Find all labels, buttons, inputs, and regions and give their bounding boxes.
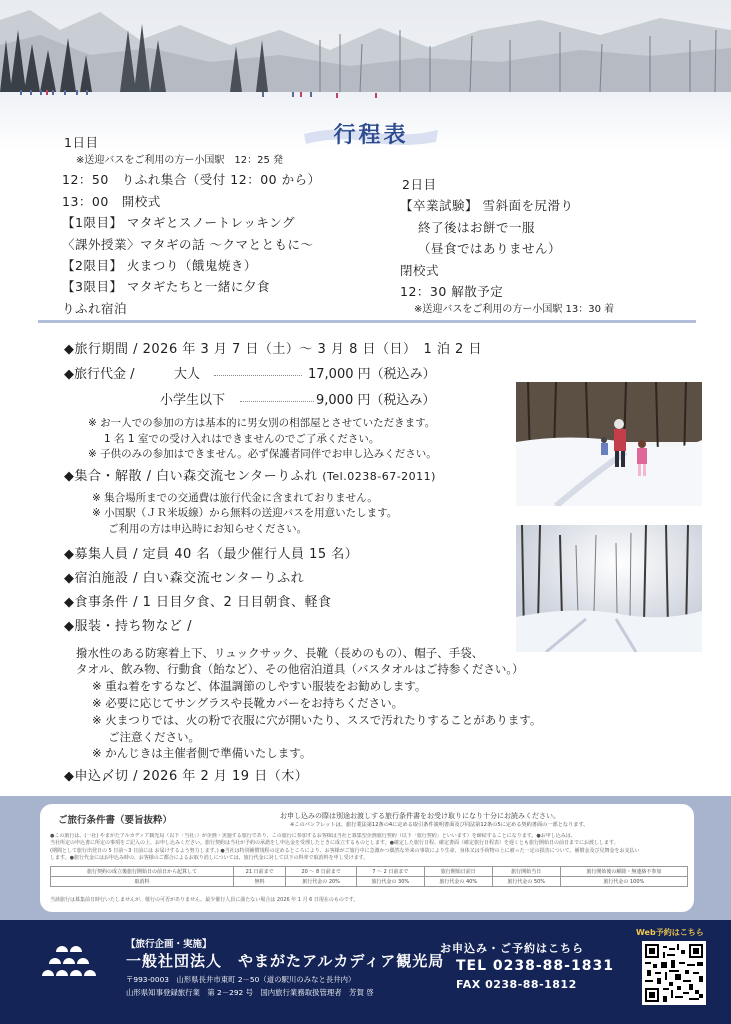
gear-note: ※ 重ね着をするなど、体温調節のしやすい服装をお勧めします。 <box>92 679 427 694</box>
organization-logo <box>38 942 108 992</box>
page-title: 行程表 <box>333 123 409 148</box>
qr-code-icon[interactable] <box>642 941 706 1005</box>
organizer-address: 〒993-0003 山形県長井市東町 2－50（道の駅川のみなと長井内） <box>126 975 356 984</box>
terms-body-line: 当社所定の申込書に所定の事項をご記入の上、お申し込みください。旅行契約は当社が予約の承諾をし申込金を受理したときに成立するものとします。●確定した旅行日程、確定書面（確定旅行日程表）を遅くとも旅行開始日の前日までにお渡しします。 <box>50 840 619 847</box>
day2-bus-note: ※送迎バスをご利用の方ー小国駅 13：30 着 <box>414 304 615 316</box>
table-cell: 取消料 <box>51 877 234 887</box>
trip-info <box>64 338 542 789</box>
day1-item: 〈課外授業〉マタギの話 ～クマとともに～ <box>62 236 314 252</box>
table-cell: 旅行代金の 50% <box>492 877 560 887</box>
table-header-cell: 20 ～ 8 日前まで <box>286 867 356 877</box>
meeting-note: ご利用の方は申込時にお知らせください。 <box>108 522 308 535</box>
table-cell: 旅行代金の 100% <box>560 877 687 887</box>
meeting-note: ※ 集合場所までの交通費は旅行代金に含まれておりません。 <box>92 491 378 504</box>
dotted-leader <box>240 401 314 402</box>
footer <box>0 920 731 1024</box>
table-header-cell: 21 日前まで <box>233 867 285 877</box>
lodging: ◆宿泊施設 / 白い森交流センターりふれ <box>64 570 305 586</box>
terms-body <box>50 833 686 862</box>
section-divider <box>38 320 696 323</box>
meeting-place-label: ◆集合・解散 / 白い森交流センターりふれ <box>64 468 318 484</box>
deadline: ◆申込〆切 / 2026 年 2 月 19 日（木） <box>64 769 309 785</box>
day1-schedule <box>62 132 392 319</box>
table-cell: 旅行代金の 40% <box>424 877 492 887</box>
terms-intro: お申し込みの際は別途お渡しする旅行条件書をお受け取りになり十分にお読みください。 <box>280 812 560 820</box>
day2-schedule <box>400 174 710 318</box>
terms-body-line: します。●旅行代金にはお申込み時の、お客様のご都合によるお取り消しについては、旅行代金に対して以下の料率で取消料を申し受けます。 <box>50 854 369 861</box>
trekking-photo <box>516 382 702 506</box>
dotted-leader <box>214 375 302 376</box>
day1-item: 【3限目】 マタギたちと一緒に夕食 <box>62 279 270 295</box>
capacity: ◆募集人員 / 定員 40 名（最少催行人員 15 名） <box>64 546 359 562</box>
price-child-row <box>64 388 524 414</box>
terms-footnote: 当該旅行は募集前日時行いたしませんが、催行の可否がありません。最少催行人員に満たない場合は 2026 年 1 月 6 日現在のものです。 <box>50 897 359 903</box>
day2-item: 【卒業試験】 雪斜面を尻滑り <box>400 198 574 214</box>
table-cell: 旅行代金の 30% <box>356 877 424 887</box>
terms-title: ご旅行条件書（要旨抜粋） <box>58 815 173 826</box>
terms-body-line: (期間として旅行出発日の 5 日前～3 日前には お届けするよう努力します。) ●当社は特別補償規程の定めるところにより、お客様がご旅行中に急激かつ偶然な外来の事故により生命、身体又は手荷物の上に被った一定の損害について、補償金及び見舞金をお支払い <box>50 847 640 854</box>
day2-item: 終了後はお餅で一服 <box>418 219 536 235</box>
day1-item: 【1限目】 マタギとスノートレッキング <box>62 215 296 231</box>
meals: ◆食事条件 / 1 日目夕食、2 日目朝食、軽食 <box>64 594 332 610</box>
price-adult-row <box>64 362 524 388</box>
meeting-note: ※ 小国駅（ＪＲ米坂線）から無料の送迎バスを用意いたします。 <box>92 507 398 520</box>
organizer-label: 【旅行企画・実施】 <box>126 939 212 950</box>
price-label: ◆旅行代金 / <box>64 367 135 382</box>
gear-heading: ◆服装・持ち物など / <box>64 618 193 634</box>
table-cell: 無料 <box>233 877 285 887</box>
price-note: 1 名 1 室での受け入れはできませんのでご了承ください。 <box>104 432 380 445</box>
day1-heading: 1日目 <box>64 135 99 150</box>
adult-label: 大人 <box>174 367 201 382</box>
table-row <box>51 877 688 887</box>
gear-note: ※ 火まつりでは、火の粉で衣服に穴が開いたり、ススで汚れたりすることがあります。 <box>92 712 542 727</box>
snow-forest-photo <box>516 525 702 652</box>
day1-item: 【2限目】 火まつり（餓鬼焼き） <box>62 258 257 274</box>
day1-item: 13：00 開校式 <box>62 193 161 209</box>
fax-number: FAX 0238-88-1812 <box>456 978 577 991</box>
day2-heading: 2日目 <box>402 177 437 192</box>
day2-item: 閉校式 <box>400 262 440 278</box>
table-header-cell: 7 ～ 2 日前まで <box>356 867 424 877</box>
terms-body-line: ●この旅行は、(一社) やまがたアルカディア観光局（以下「当社」）が企画・実施する旅行であり、この旅行に参加するお客様は当社と募集型企画旅行契約（以下「旅行契約」といいます）を締結することになります。●お申し込みは、 <box>50 833 576 839</box>
organizer-name: 一般社団法人 やまがたアルカディア観光局 <box>126 952 445 970</box>
table-header-cell: 旅行開始後の解除・無連絡不参加 <box>560 867 687 877</box>
phone-number[interactable]: TEL 0238-88-1831 <box>456 958 614 974</box>
child-label: 小学生以下 <box>160 393 226 408</box>
terms-card <box>40 804 694 912</box>
adult-price: 17,000 円（税込み） <box>308 367 436 382</box>
day1-item: 12：50 りふれ集合（受付 12：00 から） <box>62 172 321 188</box>
gear-line: 撥水性のある防寒着上下、リュックサック、長靴（長めのもの）、帽子、手袋、 <box>76 645 484 660</box>
gear-note: ご注意ください。 <box>108 729 200 744</box>
meeting-place-tel: (Tel.0238-67-2011) <box>322 469 436 483</box>
child-price: 9,000 円（税込み） <box>316 393 436 408</box>
price-note: ※ 子供のみの参加はできません。必ず保護者同伴でお申し込みください。 <box>88 448 437 461</box>
gear-line: タオル、飲み物、行動食（飴など）、その他宿泊道具（バスタオルはご持参ください。） <box>76 662 524 677</box>
gear-note: ※ 必要に応じてサングラスや長靴カバーをお持ちください。 <box>92 695 404 710</box>
table-header-cell: 旅行開始当日 <box>492 867 560 877</box>
contact-title: お申込み・ご予約はこちら <box>440 942 584 955</box>
meeting-place <box>64 465 524 489</box>
day1-item: りふれ宿泊 <box>62 300 128 316</box>
table-header-cell: 旅行契約の成立後旅行開始日の前日から起算して <box>51 867 234 877</box>
day1-bus-note: ※送迎バスをご利用の方ー小国駅 12：25 発 <box>76 155 284 167</box>
trip-period: ◆旅行期間 / 2026 年 3 月 7 日（土）～ 3 月 8 日（日） 1 泊 2 日 <box>64 342 482 357</box>
terms-intro-note: ※このパンフレットは、旅行業法第12条の4に定める取引条件説明書面及び同法第12条の5に定める契約書面の一部となります。 <box>290 822 589 828</box>
day2-item: （昼食ではありません） <box>418 241 562 257</box>
table-header-cell: 旅行開始日前日 <box>424 867 492 877</box>
table-row <box>51 867 688 877</box>
cancellation-fee-table <box>50 866 688 887</box>
gear-note: ※ かんじきは主催者側で準備いたします。 <box>92 746 312 761</box>
table-cell: 旅行代金の 20% <box>286 877 356 887</box>
organizer-registration: 山形県知事登録旅行業 第 2－292 号 国内旅行業務取扱管理者 芳賀 啓 <box>126 988 374 997</box>
web-booking-label: Web予約はこちら <box>636 928 704 937</box>
day2-item: 12：30 解散予定 <box>400 284 504 300</box>
price-note: ※ お一人での参加の方は基本的に男女別の相部屋とさせていただきます。 <box>88 417 436 429</box>
